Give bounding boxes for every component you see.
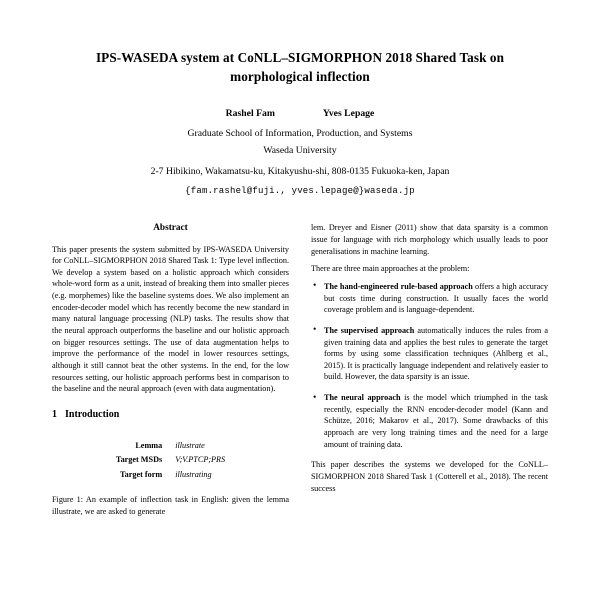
section-title: Introduction — [65, 408, 120, 420]
right-paragraph-2: There are three main approaches at the problem: — [311, 264, 470, 274]
abstract-body — [52, 244, 289, 395]
figure-row-value: illustrate — [175, 440, 205, 450]
affiliation-line-2: Waseda University — [263, 145, 337, 157]
affiliation-line-1: Graduate School of Information, Production, and Systems — [187, 128, 413, 140]
abstract-heading: Abstract — [153, 223, 188, 234]
figure-caption-label: Figure 1: — [52, 495, 84, 504]
section-heading-introduction — [52, 408, 289, 422]
figure-1-caption — [52, 494, 289, 517]
list-item — [311, 392, 548, 450]
right-column — [311, 222, 548, 517]
table-row — [112, 438, 229, 453]
figure-row-value: illustrating — [175, 469, 212, 479]
right-paragraph-1: lem. Dreyer and Eisner (2011) show that data sparsity is a common issue for language with rich morphology which usually leads to poor generalisations in machine learning. — [311, 223, 548, 256]
two-column-body — [52, 222, 548, 517]
bullet-text: is the model which triumphed in the task recently, especially the RNN encoder-decoder model (Kann and Schütze, 2016; Makarov et al., 2017). Some drawbacks of this approach are very long training times and the need for a large amount of training data. — [324, 393, 548, 449]
right-paragraph-3: This paper describes the systems we developed for the CoNLL–SIGMORPHON 2018 Shared Task 1 (Cotterell et al., 2018). The recent success — [311, 460, 548, 493]
abstract-paragraph: This paper presents the system submitted by IPS-WASEDA University for CoNLL–SIGMORPHON 2018 Shared Task 1: Type level inflection. We develop a system based on a holistic approach which considers whole-word form as a unit, instead of breaking them into smaller pieces (e.g. morphemes) like the baseline systems does. We also implement an encoder-decoder model which has recently become the new standard in many natural language processing (NLP) tasks. The results show that the neural approach outperforms the baseline and our holistic approach on bigger resources settings. The use of data augmentation helps to improve the performance of the model in lower resources settings, although it still cannot beat the other systems. In the end, for the low resources setting, our holistic approach performs best in comparison to the baseline and the neural approach (even with data augmentation). — [52, 244, 289, 394]
figure-row-label: Target MSDs — [115, 455, 163, 465]
bullet-text: automatically induces the rules from a given training data and applies the best rules to generate the target forms by using some classification techniques (Ahlberg et al., 2015). It is practically language independent and relatively easier to build. However, the data sparsity is an issue. — [324, 325, 548, 382]
list-item — [311, 325, 548, 383]
author-emails: {fam.rashel@fuji., yves.lepage@}waseda.jp — [185, 186, 415, 197]
page-title: IPS-WASEDA system at CoNLL–SIGMORPHON 2018 Shared Task on morphological inflection — [95, 50, 505, 85]
figure-row-label: Lemma — [135, 440, 163, 450]
bullet-lead: The neural approach — [324, 393, 401, 403]
section-number: 1 — [52, 408, 57, 420]
approaches-list — [311, 281, 548, 450]
bullet-lead: The hand-engineered rule-based approach — [324, 281, 473, 291]
affiliation-line-3: 2-7 Hibikino, Wakamatsu-ku, Kitakyushu-shi, 808-0135 Fukuoka-ken, Japan — [150, 166, 450, 178]
figure-row-label: Target form — [119, 469, 163, 479]
author-list — [52, 108, 548, 119]
table-row — [112, 453, 229, 468]
left-column — [52, 222, 289, 517]
author-2: Yves Lepage — [322, 108, 375, 120]
author-1: Rashel Fam — [225, 108, 275, 120]
bullet-text: offers a high accuracy but costs time during construction. It usually faces the world coverage problem and is language-dependent. — [324, 281, 548, 315]
list-item — [311, 281, 548, 316]
figure-1-table — [52, 438, 289, 482]
figure-caption-text: An example of inflection task in English: given the lemma illustrate, we are asked to generate — [52, 495, 289, 516]
figure-row-value: V;V.PTCP;PRS — [175, 455, 226, 465]
bullet-lead: The supervised approach — [324, 325, 415, 335]
table-row — [112, 467, 229, 482]
